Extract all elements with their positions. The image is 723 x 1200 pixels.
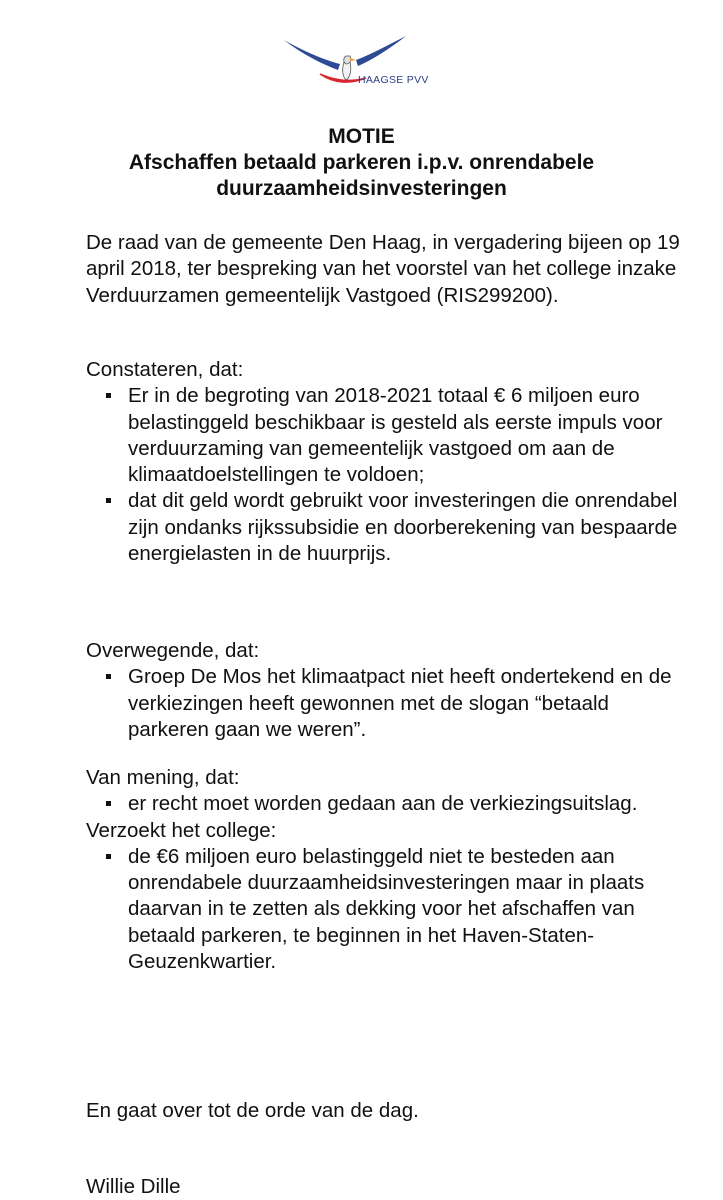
bullet-list	[86, 383, 686, 567]
list-item-text: de €6 miljoen euro belastinggeld niet te besteden aan onrendabele duurzaamheidsinvesteringen maar in plaats daarvan in te zetten als dekking voor het afschaffen van betaald parkeren, te beginnen in het Haven-Staten-Geuzenkwartier.	[128, 844, 645, 974]
list-item-text: er recht moet worden gedaan aan de verkiezingsuitslag.	[128, 792, 638, 816]
list-item-text: Er in de begroting van 2018-2021 totaal € 6 miljoen euro belastinggeld beschikbaar is gesteld als eerste impuls voor verduurzaming van gemeentelijk vastgoed om aan de klimaatdoelstellingen te voldoen;	[128, 384, 663, 487]
bullet-list	[86, 791, 686, 817]
bullet-icon	[120, 844, 128, 870]
closing-line: En gaat over tot de orde van de dag.	[86, 1099, 419, 1122]
document-heading	[0, 124, 723, 202]
section-label: Verzoekt het college:	[86, 818, 277, 842]
motion-title: MOTIE	[328, 125, 395, 148]
section-constateren	[86, 357, 686, 567]
section-label: Constateren, dat:	[86, 358, 244, 381]
bullet-icon	[120, 383, 128, 409]
motion-subtitle-line-1: Afschaffen betaald parkeren i.p.v. onrendabele	[128, 151, 595, 174]
section-overwegende	[86, 638, 686, 743]
list-item-text: Groep De Mos het klimaatpact niet heeft ondertekend en de verkiezingen heeft gewonnen met de slogan “betaald parkeren gaan we weren”.	[128, 665, 672, 741]
signature-name: Willie Dille	[86, 1175, 181, 1198]
list-item-text: dat dit geld wordt gebruikt voor investeringen die onrendabel zijn ondanks rijkssubsidie en doorberekening van bespaarde energielasten in de huurprijs.	[128, 489, 678, 566]
party-logo	[280, 34, 429, 94]
list-item	[86, 664, 686, 743]
section-van-mening-verzoekt	[86, 765, 686, 975]
bullet-icon	[120, 488, 128, 514]
list-item	[86, 383, 686, 488]
list-item	[86, 488, 686, 567]
bullet-list	[86, 844, 686, 975]
logo-text: HAAGSE PVV	[358, 74, 429, 86]
motion-subtitle-line-2: duurzaamheidsinvesteringen	[216, 177, 507, 200]
section-label: Van mening, dat:	[86, 766, 240, 789]
intro-paragraph: De raad van de gemeente Den Haag, in vergadering bijeen op 19 april 2018, ter bespreking van het voorstel van het college inzake Verduurzamen gemeentelijk Vastgoed (RIS299200).	[86, 231, 680, 307]
section-label: Overwegende, dat:	[86, 639, 260, 662]
list-item	[86, 791, 686, 817]
bullet-icon	[120, 791, 128, 817]
bullet-list	[86, 664, 686, 743]
list-item	[86, 844, 686, 975]
bullet-icon	[120, 664, 128, 690]
